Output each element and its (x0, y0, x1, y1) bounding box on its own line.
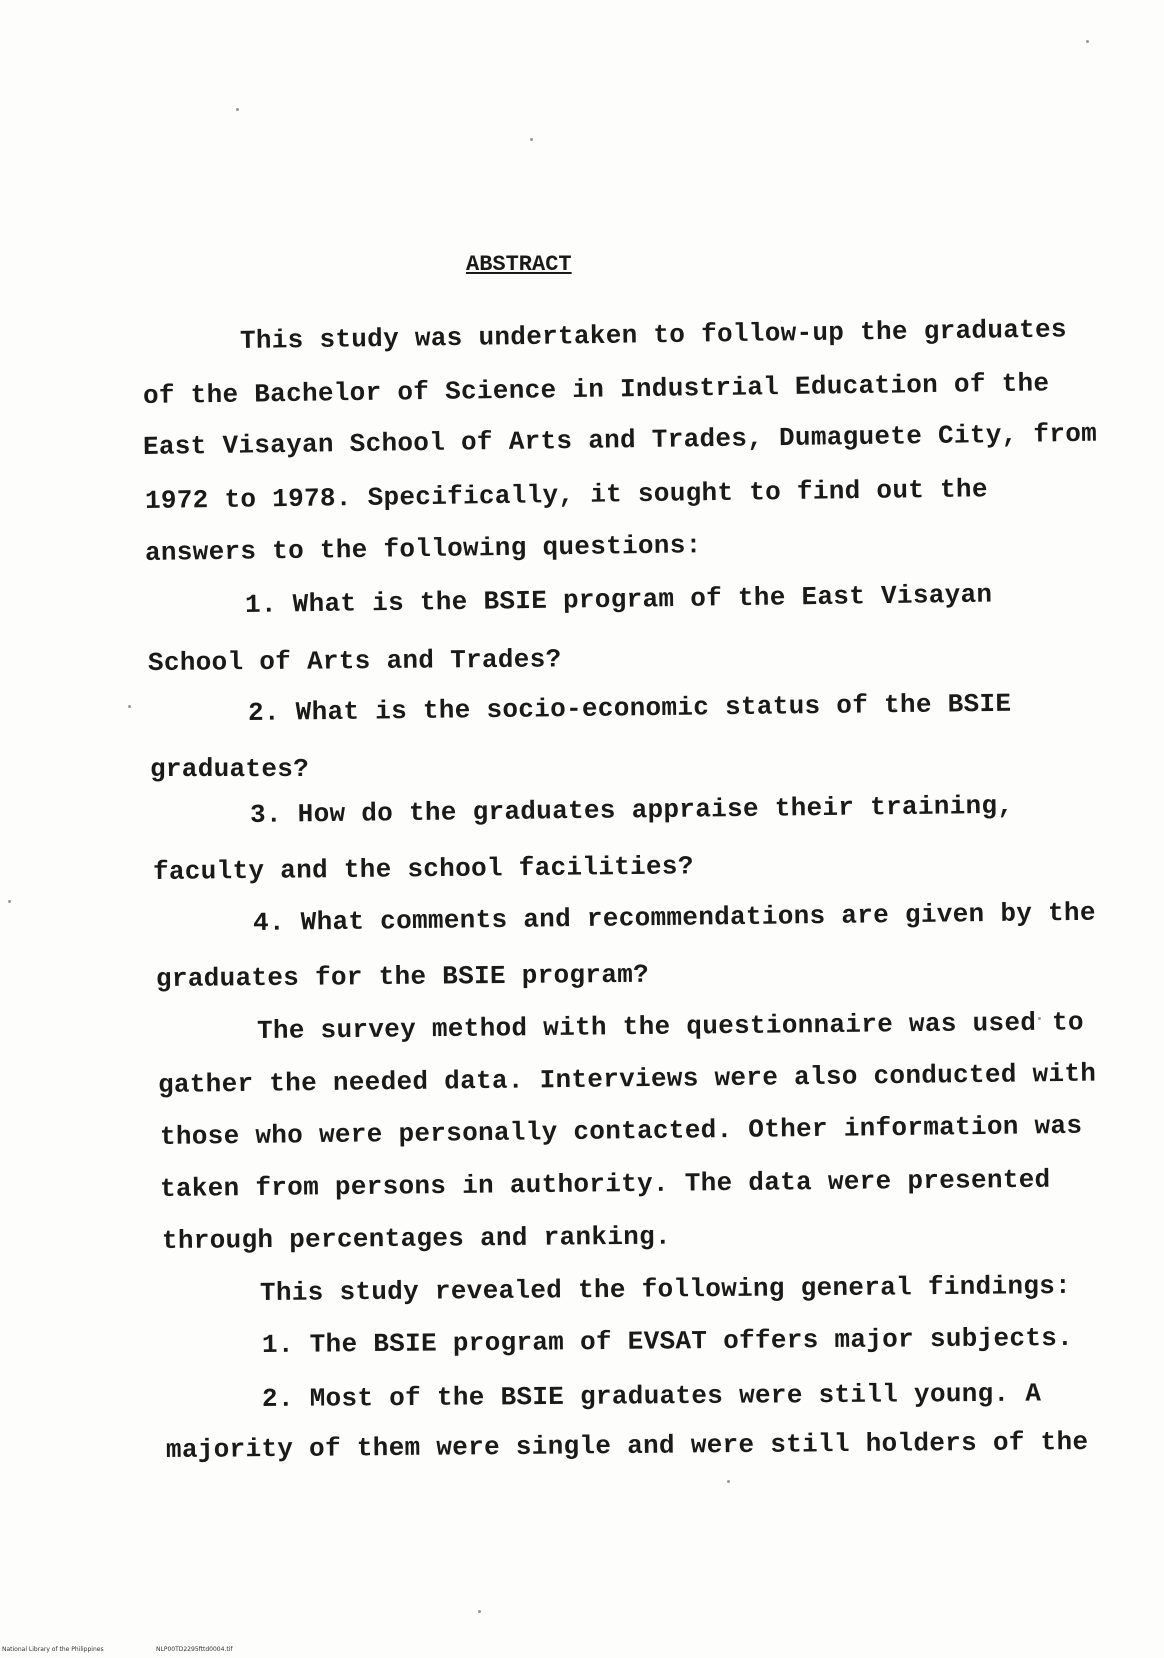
question-4-line-2: graduates for the BSIE program? (155, 959, 650, 994)
footer-source: National Library of the Philippines (2, 1646, 104, 1653)
question-4-line-1: 4. What comments and recommendations are given by the (252, 897, 1096, 938)
method-line-2: gather the needed data. Interviews were also conducted with (157, 1058, 1097, 1100)
page-title: ABSTRACT (466, 252, 572, 277)
method-line-5: through percentages and ranking. (161, 1221, 672, 1256)
scan-speck (1086, 40, 1089, 43)
method-line-4: taken from persons in authority. The data were presented (159, 1164, 1051, 1204)
method-line-1: The survey method with the questionnaire was used to (256, 1007, 1085, 1046)
method-line-3: those who were personally contacted. Other information was (159, 1110, 1083, 1152)
intro-line-5: answers to the following questions: (144, 530, 702, 568)
footer-file: NLP00TD2295fttd0004.tif (156, 1646, 233, 1653)
findings-item-2-line-2: majority of them were single and were still holders of the (165, 1426, 1089, 1465)
question-3-line-1: 3. How do the graduates appraise their training, (249, 790, 1014, 830)
scan-speck (128, 705, 131, 708)
scan-speck (530, 138, 533, 141)
findings-line-1: This study revealed the following general findings: (259, 1270, 1072, 1308)
intro-line-1: This study was undertaken to follow-up the graduates (239, 314, 1068, 356)
intro-line-2: of the Bachelor of Science in Industrial Education of the (142, 368, 1050, 411)
question-3-line-2: faculty and the school facilities? (152, 851, 694, 887)
scan-speck (8, 900, 11, 903)
findings-item-1: 1. The BSIE program of EVSAT offers major subjects. (261, 1322, 1074, 1360)
intro-line-3: East Visayan School of Arts and Trades, Dumaguete City, from (142, 418, 1098, 462)
question-1-line-2: School of Arts and Trades? (147, 644, 562, 678)
scan-speck (478, 1610, 481, 1613)
scan-speck (727, 1480, 730, 1483)
scan-speck (236, 108, 239, 111)
findings-item-2-line-1: 2. Most of the BSIE graduates were still young. A (261, 1378, 1042, 1414)
question-1-line-1: 1. What is the BSIE program of the East Visayan (244, 579, 993, 620)
question-2-line-1: 2. What is the socio-economic status of the BSIE (247, 688, 1012, 728)
intro-line-4: 1972 to 1978. Specifically, it sought to find out the (144, 474, 988, 516)
question-2-line-2: graduates? (150, 754, 310, 784)
